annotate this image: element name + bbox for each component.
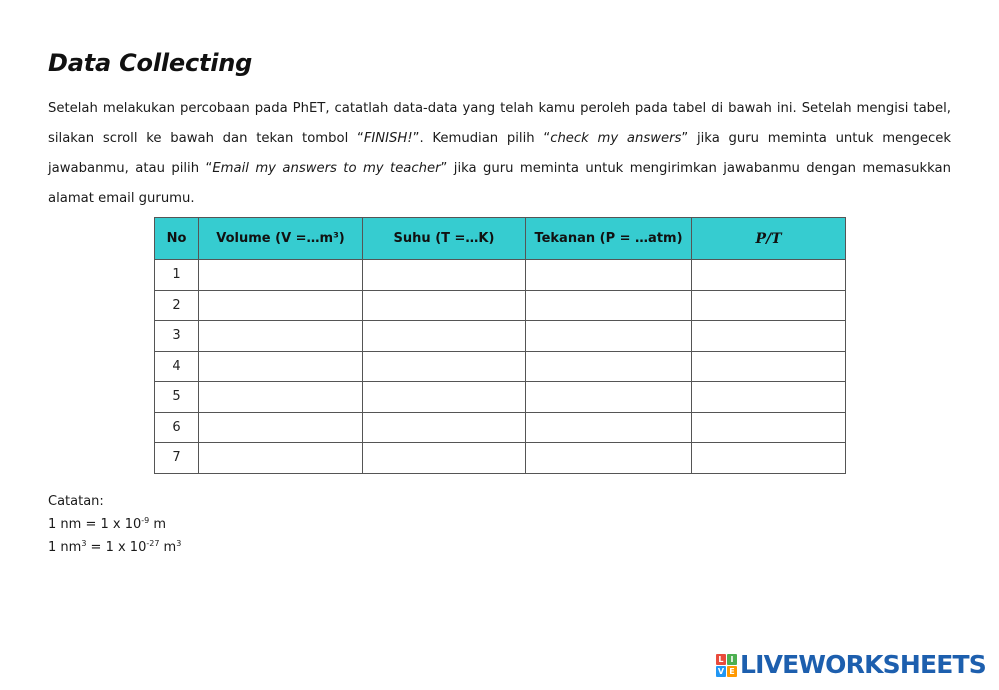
row-number: 7 xyxy=(155,443,199,474)
row-number: 4 xyxy=(155,351,199,382)
logo-letter: L xyxy=(716,654,726,665)
volume-cell[interactable] xyxy=(199,351,363,382)
liveworksheets-brand[interactable] xyxy=(716,650,986,680)
row-number: 6 xyxy=(155,412,199,443)
table-row xyxy=(155,412,846,443)
data-table xyxy=(154,217,846,474)
p-over-t-cell[interactable] xyxy=(692,290,846,321)
table-row xyxy=(155,290,846,321)
table-row xyxy=(155,443,846,474)
note-exponent: 3 xyxy=(81,539,87,548)
note-text: = 1 x 10 xyxy=(86,540,147,555)
suhu-cell[interactable] xyxy=(363,412,526,443)
volume-cell[interactable] xyxy=(199,412,363,443)
p-over-t-cell[interactable] xyxy=(692,382,846,413)
suhu-cell[interactable] xyxy=(363,260,526,291)
volume-cell[interactable] xyxy=(199,321,363,352)
finish-keyword: FINISH! xyxy=(363,131,413,146)
logo-letter: I xyxy=(727,654,737,665)
note-text: m xyxy=(149,517,167,532)
note-text: 1 nm xyxy=(48,540,82,555)
p-over-t-cell[interactable] xyxy=(692,412,846,443)
volume-cell[interactable] xyxy=(199,382,363,413)
email-answers-keyword: Email my answers to my teacher xyxy=(212,161,441,176)
instructions-text-4: ” jika guru meminta untuk mengirimkan jawabanmu dengan memasukkan alamat email gurumu. xyxy=(48,161,951,206)
table-header-row xyxy=(155,218,846,260)
note-exponent: -27 xyxy=(146,539,160,548)
volume-cell[interactable] xyxy=(199,260,363,291)
row-number: 2 xyxy=(155,290,199,321)
notes-label: Catatan: xyxy=(48,494,104,509)
suhu-cell[interactable] xyxy=(363,321,526,352)
p-over-t-cell[interactable] xyxy=(692,443,846,474)
check-answers-keyword: check my answers xyxy=(550,131,682,146)
table-row xyxy=(155,260,846,291)
instructions-text-3: ” jika guru meminta untuk mengecek jawabanmu, atau pilih “ xyxy=(48,131,951,176)
note-nm-conversion xyxy=(48,513,181,536)
note-exponent: -9 xyxy=(141,516,150,525)
tekanan-cell[interactable] xyxy=(526,412,692,443)
header-tekanan: Tekanan (P = …atm) xyxy=(526,218,692,260)
header-no: No xyxy=(155,218,199,260)
tekanan-cell[interactable] xyxy=(526,443,692,474)
page-title: Data Collecting xyxy=(48,49,253,77)
notes-section xyxy=(48,490,181,559)
p-over-t-cell[interactable] xyxy=(692,321,846,352)
liveworksheets-logo-icon xyxy=(716,654,737,677)
volume-cell[interactable] xyxy=(199,443,363,474)
row-number: 1 xyxy=(155,260,199,291)
note-exponent: 3 xyxy=(176,539,182,548)
p-over-t-cell[interactable] xyxy=(692,351,846,382)
table-row xyxy=(155,382,846,413)
header-volume: Volume (V =…m³) xyxy=(199,218,363,260)
tekanan-cell[interactable] xyxy=(526,290,692,321)
tekanan-cell[interactable] xyxy=(526,382,692,413)
note-nm3-conversion xyxy=(48,536,181,559)
suhu-cell[interactable] xyxy=(363,443,526,474)
logo-letter: V xyxy=(717,666,725,676)
note-text: m xyxy=(159,540,177,555)
tekanan-cell[interactable] xyxy=(526,351,692,382)
tekanan-cell[interactable] xyxy=(526,321,692,352)
p-over-t-cell[interactable] xyxy=(692,260,846,291)
row-number: 3 xyxy=(155,321,199,352)
instructions-text-1: Setelah melakukan percobaan pada PhET, catatlah data-data yang telah kamu peroleh pada tabel di bawah ini. Setelah mengisi tabel, silakan scroll ke bawah dan tekan tombol “ xyxy=(48,101,951,146)
suhu-cell[interactable] xyxy=(363,382,526,413)
volume-cell[interactable] xyxy=(199,290,363,321)
note-text: 1 nm = 1 x 10 xyxy=(48,517,142,532)
suhu-cell[interactable] xyxy=(363,290,526,321)
table-row xyxy=(155,321,846,352)
brand-name: LIVEWORKSHEETS xyxy=(739,650,986,679)
header-suhu: Suhu (T =…K) xyxy=(363,218,526,260)
suhu-cell[interactable] xyxy=(363,351,526,382)
header-p-over-t: P/T xyxy=(692,218,846,260)
logo-letter: E xyxy=(727,666,737,677)
table-row xyxy=(155,351,846,382)
row-number: 5 xyxy=(155,382,199,413)
tekanan-cell[interactable] xyxy=(526,260,692,291)
instructions-text-2: ”. Kemudian pilih “ xyxy=(412,131,551,146)
instructions-paragraph xyxy=(48,94,951,214)
